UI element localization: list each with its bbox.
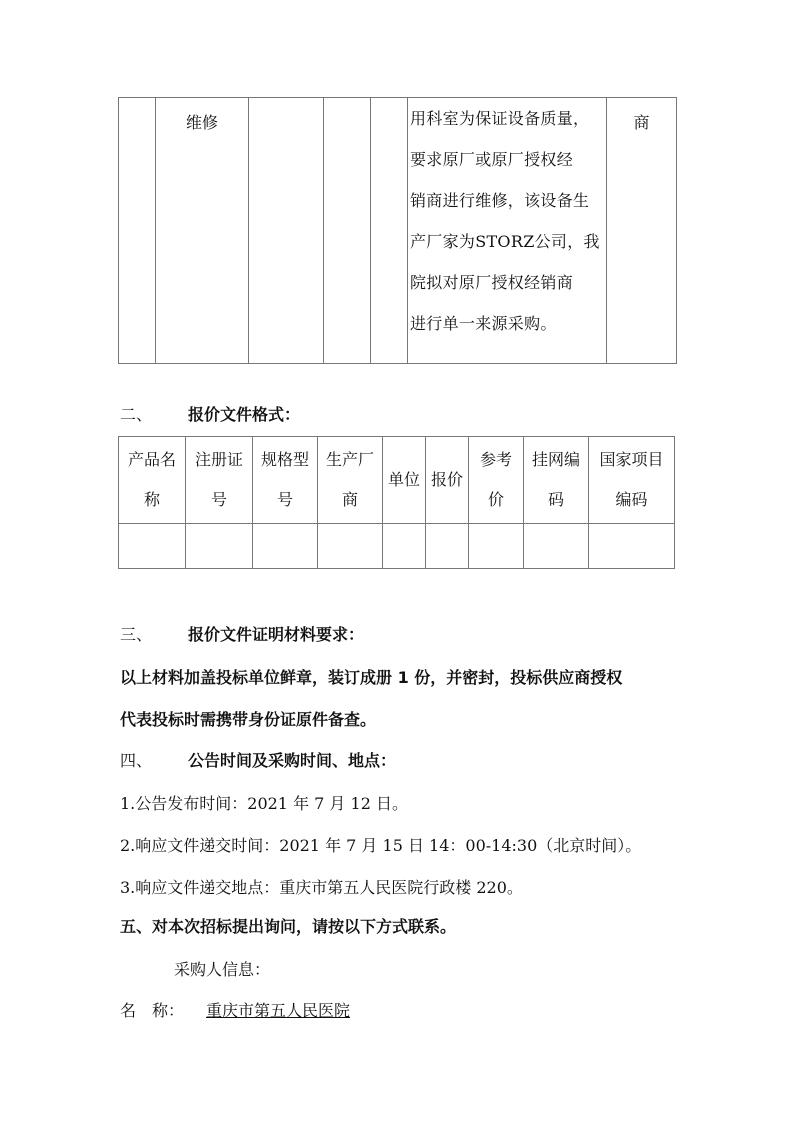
continuation-table <box>118 97 677 364</box>
name-label: 名 称： <box>120 1001 185 1020</box>
header-cell: 参考 价 <box>469 437 524 524</box>
table-cell <box>119 524 186 569</box>
header-cell: 报价 <box>426 437 469 524</box>
header-cell: 单位 <box>383 437 426 524</box>
table-cell <box>589 524 675 569</box>
reason-line: 院拟对原厂授权经销商 <box>410 273 574 292</box>
table-cell <box>469 524 524 569</box>
reason-line: 销商进行维修，该设备生 <box>410 191 590 210</box>
table-cell <box>524 524 589 569</box>
reason-line: 产厂家为STORZ公司，我 <box>410 232 600 251</box>
section-5-heading: 五、对本次招标提出询问，请按以下方式联系。 <box>120 917 457 936</box>
list-item: 1.公告发布时间：2021 年 7 月 12 日。 <box>120 794 408 813</box>
header-cell: 国家项目 编码 <box>589 437 675 524</box>
section-number: 二、 <box>120 405 153 424</box>
table-row <box>119 98 677 364</box>
section-number: 四、 <box>120 751 153 770</box>
table-cell <box>371 98 408 364</box>
table-cell <box>253 524 318 569</box>
section-title: 报价文件格式： <box>188 405 301 424</box>
section-title: 报价文件证明材料要求： <box>188 625 365 644</box>
table-cell-reason <box>408 98 607 364</box>
table-cell-item: 维修 <box>156 98 249 364</box>
buyer-name-row <box>120 998 350 1021</box>
table-cell <box>426 524 469 569</box>
section-number: 三、 <box>120 625 153 644</box>
table-row <box>119 524 675 569</box>
section-2-heading <box>120 402 300 425</box>
table-cell <box>318 524 383 569</box>
table-cell <box>249 98 324 364</box>
header-cell: 注册证 号 <box>186 437 253 524</box>
table-cell <box>324 98 371 364</box>
section-3-heading <box>120 622 364 645</box>
list-item: 2.响应文件递交时间：2021 年 7 月 15 日 14：00-14:30（北京时间）。 <box>120 836 642 855</box>
table-header-row <box>119 437 675 524</box>
buyer-name-value: 重庆市第五人民医院 <box>206 1001 351 1020</box>
header-cell: 产品名 称 <box>119 437 186 524</box>
section-title: 公告时间及采购时间、地点： <box>188 751 397 770</box>
header-cell: 生产厂 商 <box>318 437 383 524</box>
table-cell-tail: 商 <box>607 98 677 364</box>
header-cell: 挂网编 码 <box>524 437 589 524</box>
table-cell <box>383 524 426 569</box>
paragraph-line: 以上材料加盖投标单位鲜章，装订成册 1 份，并密封，投标供应商授权 <box>120 668 623 687</box>
buyer-info-label: 采购人信息： <box>174 960 271 979</box>
list-item: 3.响应文件递交地点：重庆市第五人民医院行政楼 220。 <box>120 878 523 897</box>
paragraph-line: 代表投标时需携带身份证原件备查。 <box>120 710 377 729</box>
section-4-heading <box>120 748 396 771</box>
table-cell <box>119 98 156 364</box>
reason-line: 要求原厂或原厂授权经 <box>410 150 574 169</box>
reason-line: 用科室为保证设备质量， <box>410 109 590 128</box>
reason-line: 进行单一来源采购。 <box>410 314 557 333</box>
header-cell: 规格型 号 <box>253 437 318 524</box>
quote-format-table <box>118 436 675 569</box>
table-cell <box>186 524 253 569</box>
